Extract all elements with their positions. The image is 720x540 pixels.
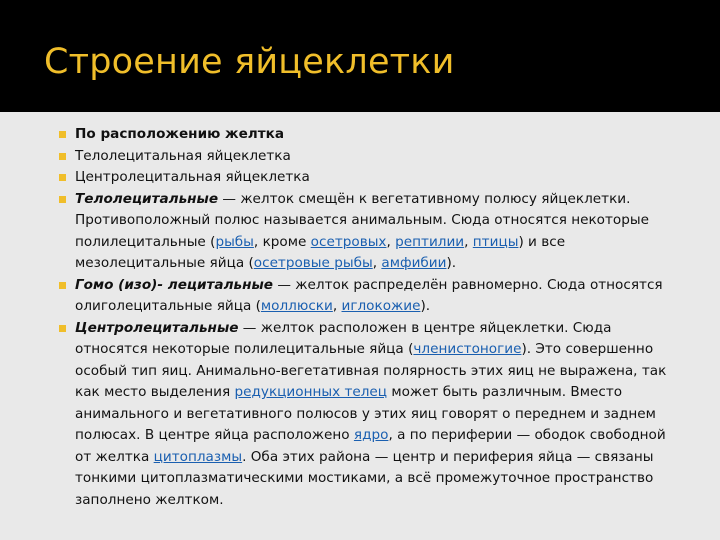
list-item-text	[75, 275, 680, 318]
text-fragment: — желток смещён к вегетативному полюсу яйцеклетки. Противоположный полюс называется анимальным. Сюда относятся некоторые полилецитальные (	[75, 190, 649, 250]
term-isolecithal: Гомо (изо)- лецитальные	[75, 276, 274, 293]
link-arthropods[interactable]: членистоногие	[413, 341, 522, 357]
text-fragment: , а по периферии — ободок свободной от желтка	[75, 427, 666, 465]
square-bullet-icon	[58, 146, 75, 168]
link-reptiles[interactable]: рептилии	[395, 233, 465, 250]
link-sturgeons[interactable]: осетровых	[310, 233, 387, 250]
text-fragment: ,	[372, 255, 382, 271]
text-fragment: , кроме	[253, 233, 311, 250]
link-birds[interactable]: птицы	[472, 233, 519, 250]
list-item	[58, 318, 680, 512]
square-bullet-icon	[58, 167, 75, 189]
square-bullet-icon	[58, 189, 75, 211]
link-nucleus[interactable]: ядро	[353, 427, 389, 443]
list-item-text: Центролецитальная яйцеклетка	[75, 169, 310, 185]
text-fragment: ).	[446, 255, 457, 271]
text-fragment: — желток распределён равномерно. Сюда относятся олиголецитальные яйца (	[75, 276, 663, 314]
list-item	[58, 124, 680, 146]
square-bullet-icon	[58, 318, 75, 340]
list-item	[58, 167, 680, 189]
text-fragment: ,	[332, 298, 342, 314]
text-fragment: ) и все мезолецитальные яйца (	[75, 233, 566, 271]
link-mollusks[interactable]: моллюски	[260, 298, 333, 314]
text-fragment: ,	[386, 233, 396, 250]
text-fragment: ). Это совершенно особый тип яиц. Анимально-вегетативная полярность этих яиц не выражена, так как место выделения	[75, 341, 667, 400]
list-item-text: Телолецитальная яйцеклетка	[75, 147, 291, 164]
text-fragment: ).	[420, 298, 431, 314]
list-item	[58, 146, 680, 168]
list-item	[58, 275, 680, 318]
term-centrolecithal: Центролецитальные	[75, 319, 239, 336]
list-item-text: По расположению желтка	[75, 126, 285, 142]
link-amphibians[interactable]: амфибии	[381, 255, 447, 271]
link-polar-bodies[interactable]: редукционных телец	[234, 384, 388, 400]
text-fragment: может быть различным. Вместо анимального и вегетативного полюсов у этих яиц говорят о переднем и заднем полюсах. В центре яйца расположено	[75, 384, 656, 443]
link-sturgeon-fish[interactable]: осетровые рыбы	[253, 255, 373, 271]
slide-title: Строение яйцеклетки	[44, 42, 455, 82]
list-item-text	[75, 318, 680, 512]
text-fragment: ,	[464, 233, 473, 250]
title-bar	[0, 0, 720, 112]
square-bullet-icon	[58, 124, 75, 146]
link-fish[interactable]: рыбы	[215, 233, 254, 250]
list-item	[58, 189, 680, 275]
list-item-text	[75, 189, 680, 275]
text-fragment: . Оба этих района — центр и периферия яйца — связаны тонкими цитоплазматическими мостиками, а всё промежуточное пространство заполнено желтком.	[75, 448, 654, 508]
text-fragment: — желток расположен в центре яйцеклетки. Сюда относятся некоторые полилецитальные яйца (	[75, 319, 612, 357]
link-echinoderms[interactable]: иглокожие	[341, 298, 421, 314]
link-cytoplasm[interactable]: цитоплазмы	[153, 448, 243, 465]
bullet-list	[58, 124, 680, 511]
square-bullet-icon	[58, 275, 75, 297]
term-telolecithal: Телолецитальные	[75, 190, 219, 207]
